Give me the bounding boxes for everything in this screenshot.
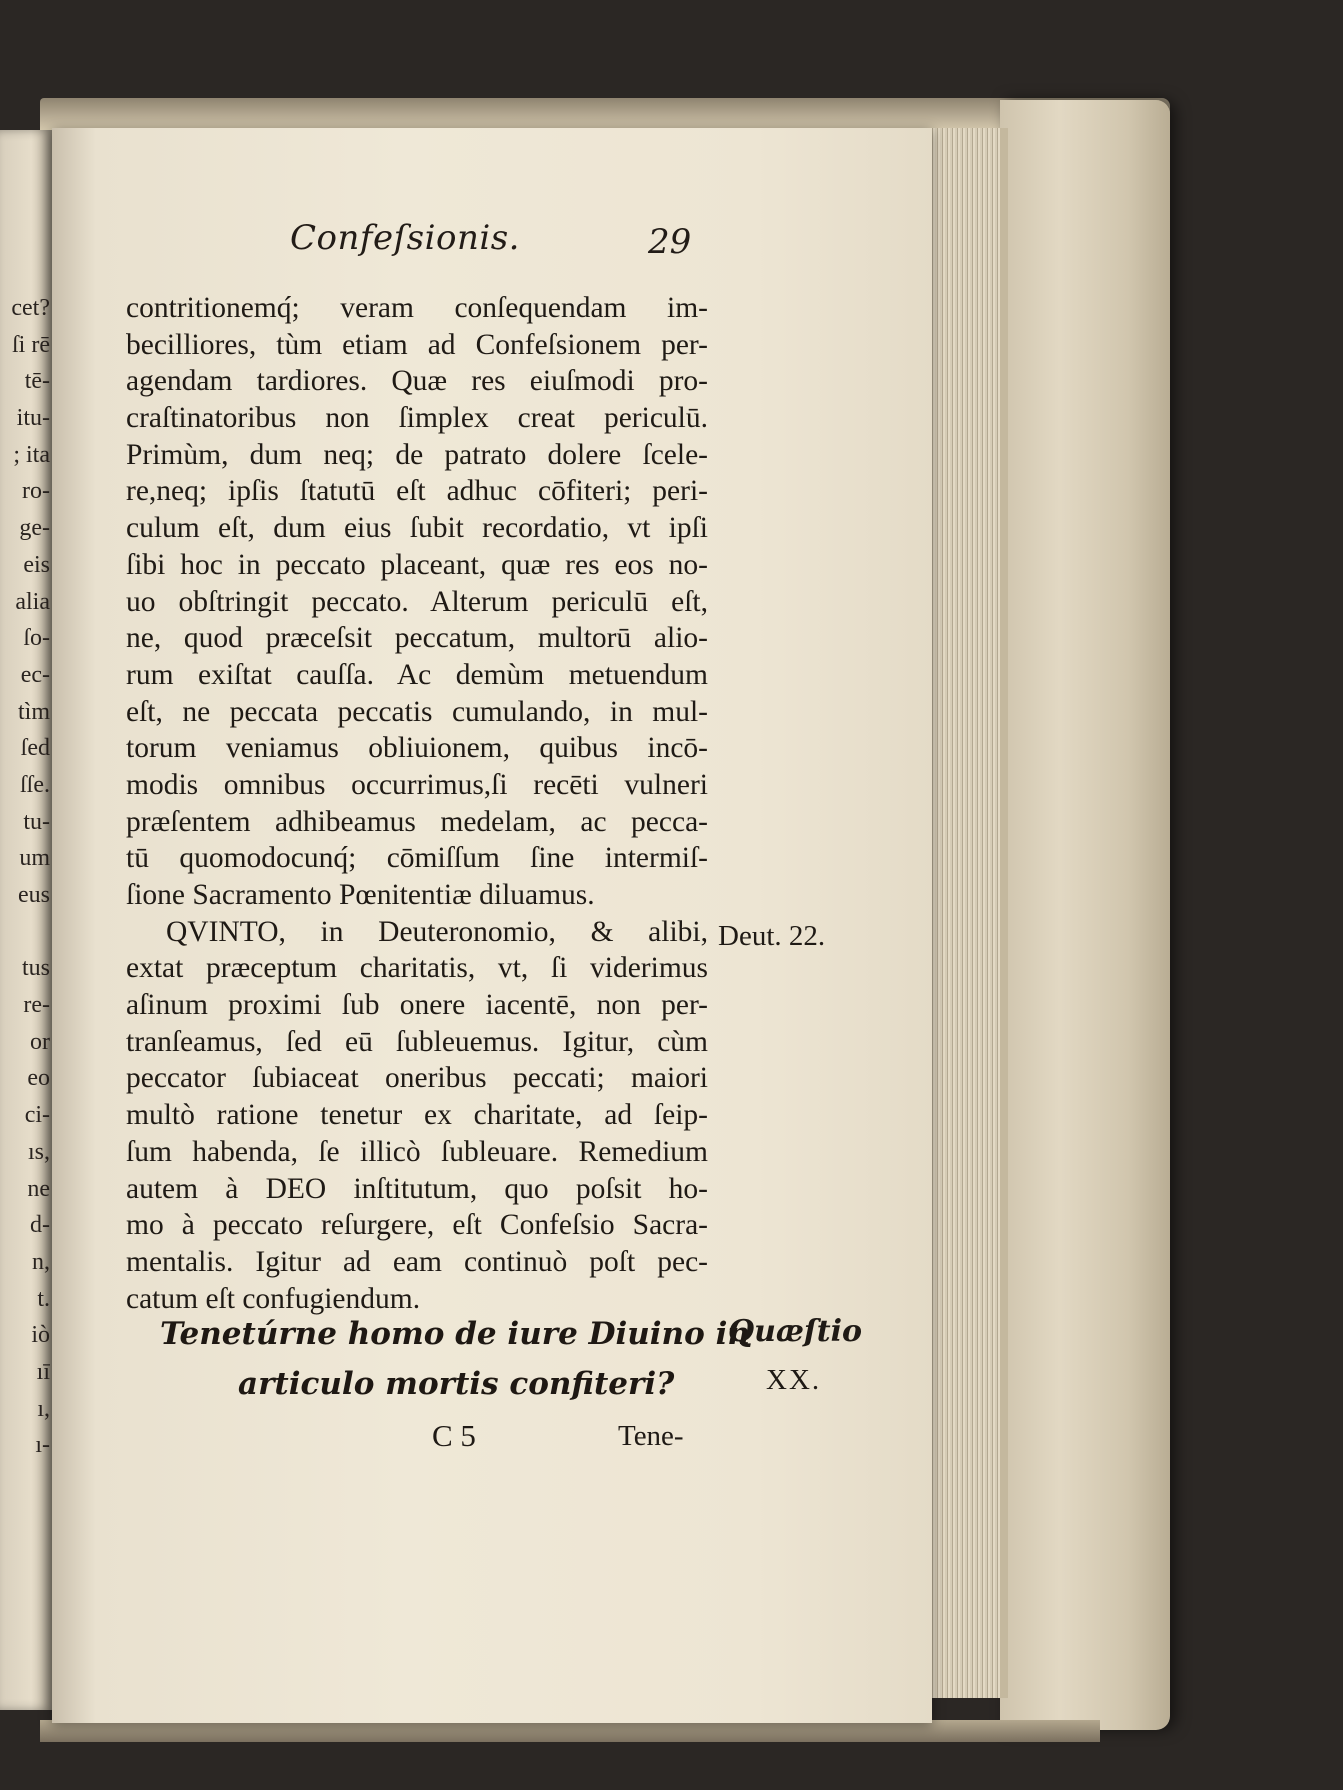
facing-page-fragment: ſi rē bbox=[12, 331, 50, 358]
marginal-note-number: XX. bbox=[766, 1364, 822, 1396]
text-line: catum eſt confugiendum. bbox=[126, 1282, 421, 1315]
facing-page-fragment: ge- bbox=[19, 515, 50, 542]
text-line: culum eſt, dum eius ſubit recordatio, vt ipſi bbox=[126, 512, 708, 545]
facing-page-fragment: itu- bbox=[16, 405, 50, 432]
facing-page-fragment bbox=[2, 914, 50, 951]
facing-page-fragment: n, bbox=[32, 1248, 50, 1275]
facing-page-fragments bbox=[2, 290, 50, 1464]
text-line: eſt, ne peccata peccatis cumulando, in mul- bbox=[126, 695, 708, 728]
facing-page-fragment: ci- bbox=[24, 1102, 50, 1129]
facing-page-fragment: iò bbox=[31, 1322, 50, 1349]
marginal-note-quaestio: Quæſtio bbox=[728, 1314, 863, 1349]
text-line: becilliores, tùm etiam ad Confeſsionem per- bbox=[126, 328, 708, 361]
text-line: contritionemq́; veram conſequendam im- bbox=[126, 292, 708, 324]
facing-page-fragment: um bbox=[19, 845, 50, 872]
page-edges bbox=[930, 128, 1008, 1698]
text-line: ſibi hoc in peccato placeant, quæ res eos no- bbox=[126, 548, 708, 581]
text-line: mo à peccato reſurgere, eſt Confeſsio Sacra- bbox=[126, 1209, 708, 1242]
page-number: 29 bbox=[648, 222, 692, 262]
text-line: craſtinatoribus non ſimplex creat periculū. bbox=[126, 402, 708, 435]
facing-page-fragment: t. bbox=[37, 1285, 50, 1312]
facing-page-fragment: ſſe. bbox=[20, 771, 50, 798]
facing-page-fragment: re- bbox=[23, 992, 50, 1019]
facing-page-fragment: alia bbox=[15, 588, 50, 615]
text-line: multò ratione tenetur ex charitate, ad ſeip- bbox=[126, 1099, 708, 1132]
text-line: tū quomodocunq́; cōmiſſum ſine intermiſ- bbox=[126, 842, 708, 875]
text-line: rum exiſtat cauſſa. Ac demùm metuendum bbox=[126, 658, 708, 691]
facing-page-fragment: cet? bbox=[11, 295, 50, 321]
text-line: ſum habenda, ſe illicò ſubleuare. Remedium bbox=[126, 1135, 708, 1168]
facing-page-fragment: tē- bbox=[24, 368, 50, 395]
text-line: ne, quod præceſsit peccatum, multorū alio- bbox=[126, 622, 708, 655]
text-line: mentalis. Igitur ad eam continuò poſt pec- bbox=[126, 1245, 708, 1278]
facing-page-fragment: or bbox=[30, 1028, 50, 1055]
facing-page-fragment: ; ita bbox=[13, 441, 50, 468]
text-line: aſinum proximi ſub onere iacentē, non per- bbox=[126, 989, 708, 1022]
text-line: re,neq; ipſis ſtatutū eſt adhuc cōfiteri; peri- bbox=[126, 475, 708, 508]
text-line: QVINTO, in Deuteronomio, & alibi, bbox=[166, 915, 708, 948]
catchword: Tene- bbox=[618, 1420, 684, 1452]
facing-page-fragment: tìm bbox=[17, 698, 50, 725]
text-line: præſentem adhibeamus medelam, ac pecca- bbox=[126, 805, 708, 838]
facing-page-fragment: ıs, bbox=[27, 1138, 50, 1165]
running-head: Confeſsionis. bbox=[290, 218, 520, 258]
facing-page-fragment: ro- bbox=[22, 478, 50, 505]
question-heading-line: Tenetúrne homo de iure Diuino in bbox=[160, 1316, 750, 1352]
facing-page-fragment: ſo- bbox=[23, 625, 50, 652]
marginal-note-deut: Deut. 22. bbox=[718, 920, 826, 952]
text-line: uo obſtringit peccato. Alterum periculū eſt, bbox=[126, 585, 708, 618]
text-line: ſione Sacramento Pœnitentiæ diluamus. bbox=[126, 879, 595, 911]
text-line: peccator ſubiaceat oneribus peccati; maiori bbox=[126, 1062, 708, 1095]
facing-page-fragment: ı- bbox=[35, 1432, 50, 1459]
signature-mark: C 5 bbox=[432, 1418, 476, 1453]
book-bottom-edge bbox=[40, 1720, 1100, 1742]
body-text bbox=[126, 290, 708, 1317]
text-line: agendam tardiores. Quæ res eiuſmodi pro- bbox=[126, 365, 708, 398]
facing-page-fragment: tu- bbox=[23, 808, 50, 835]
text-line: torum veniamus obliuionem, quibus incō- bbox=[126, 732, 708, 765]
facing-page-fragment: eo bbox=[27, 1065, 50, 1092]
facing-page-fragment: eus bbox=[18, 882, 50, 908]
text-line: tranſeamus, ſed eū ſubleuemus. Igitur, cùm bbox=[126, 1025, 708, 1058]
facing-page-fragment: d- bbox=[30, 1212, 50, 1239]
facing-page-fragment: ı, bbox=[37, 1395, 50, 1422]
facing-page-fragment: ıī bbox=[36, 1358, 50, 1385]
text-line: extat præceptum charitatis, vt, ſi viderimus bbox=[126, 952, 708, 985]
facing-page-fragment: eis bbox=[23, 551, 50, 578]
facing-page-fragment: ſed bbox=[20, 735, 50, 762]
book-binding bbox=[1000, 100, 1170, 1730]
text-line: Primùm, dum neq; de patrato dolere ſcele- bbox=[126, 438, 708, 471]
facing-page-fragment: tus bbox=[21, 955, 50, 982]
text-line: autem à DEO inſtitutum, quo poſsit ho- bbox=[126, 1172, 708, 1205]
facing-page bbox=[0, 130, 52, 1710]
facing-page-fragment: ec- bbox=[20, 661, 50, 688]
question-heading-line: articulo mortis confiteri? bbox=[238, 1366, 675, 1402]
facing-page-fragment: ne bbox=[27, 1175, 50, 1202]
text-line: modis omnibus occurrimus,ſi recēti vulneri bbox=[126, 768, 708, 801]
